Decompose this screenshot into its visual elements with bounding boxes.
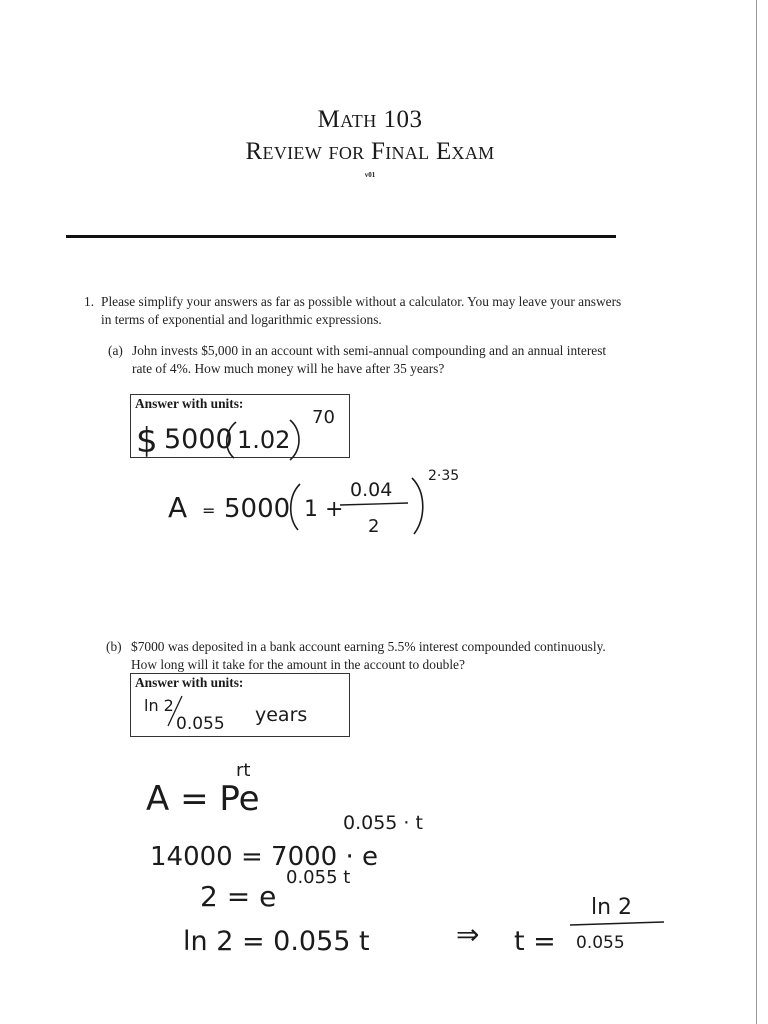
hw-a-work-fraction-bar <box>340 503 408 505</box>
part-a-label: (a) <box>108 343 123 358</box>
problem-number: 1. <box>84 294 95 309</box>
part-a-line2: rate of 4%. How much money will he have after 35 years? <box>132 361 445 376</box>
hw-b-work-arrow: ⇒ <box>456 918 480 951</box>
part-b-line2: How long will it take for the amount in the account to double? <box>131 657 465 672</box>
hw-a-work-principal: 5000 <box>224 494 291 524</box>
document-subtitle: Review for Final Exam <box>245 138 495 165</box>
part-a-line1: John invests $5,000 in an account with semi-annual compounding and an annual interest <box>132 343 607 358</box>
hw-b-work-line1: A = Pe <box>146 779 260 819</box>
hw-a-exponent: 70 <box>312 407 335 428</box>
hw-b-work-line3-exp: 0.055 t <box>286 867 351 888</box>
hw-a-work-left-paren <box>291 484 300 530</box>
hw-b-work-line4: ln 2 = 0.055 t <box>183 926 370 957</box>
problem-intro-line1: Please simplify your answers as far as possible without a calculator. You may leave your answers <box>101 294 622 309</box>
hw-a-right-paren <box>290 420 299 460</box>
part-b-answer-label: Answer with units: <box>135 675 244 690</box>
hw-a-work-eq: = <box>202 501 216 520</box>
part-a-answer-label: Answer with units: <box>135 396 244 411</box>
hw-b-work-line1-exp: rt <box>236 760 251 781</box>
hw-b-work-t-eq: t = <box>514 926 556 957</box>
hw-b-work-line2-exp: 0.055 · t <box>343 812 423 834</box>
hw-a-work-lhs: A <box>168 491 188 524</box>
hw-b-work-line2: 14000 = 7000 · e <box>150 842 378 872</box>
problem-intro-line2: in terms of exponential and logarithmic expressions. <box>101 312 382 327</box>
hw-a-work-one-plus: 1 + <box>304 497 344 522</box>
hw-b-units: years <box>255 704 308 726</box>
hw-b-numerator: ln 2 <box>144 696 174 715</box>
hw-a-dollar: $ <box>136 421 158 461</box>
part-b-label: (b) <box>106 639 122 654</box>
hw-a-work-exponent: 2·35 <box>428 468 460 484</box>
hw-a-rate: 1.02 <box>237 426 291 454</box>
hw-a-principal: 5000 <box>164 424 233 455</box>
hw-a-work-numerator: 0.04 <box>350 479 393 501</box>
part-b-line1: $7000 was deposited in a bank account earning 5.5% interest compounded continuously. <box>131 639 606 654</box>
hw-a-work-denominator: 2 <box>368 516 380 537</box>
hw-b-work-frac-bar <box>570 922 664 925</box>
hw-b-denominator: 0.055 <box>176 714 225 734</box>
hw-b-work-frac-num: ln 2 <box>591 895 633 920</box>
hw-b-work-line3: 2 = e <box>200 880 277 913</box>
document-title: Math 103 <box>317 106 423 133</box>
hw-b-work-frac-den: 0.055 <box>576 933 625 953</box>
version-label: v01 <box>364 171 376 179</box>
hw-a-work-right-paren <box>412 478 423 534</box>
